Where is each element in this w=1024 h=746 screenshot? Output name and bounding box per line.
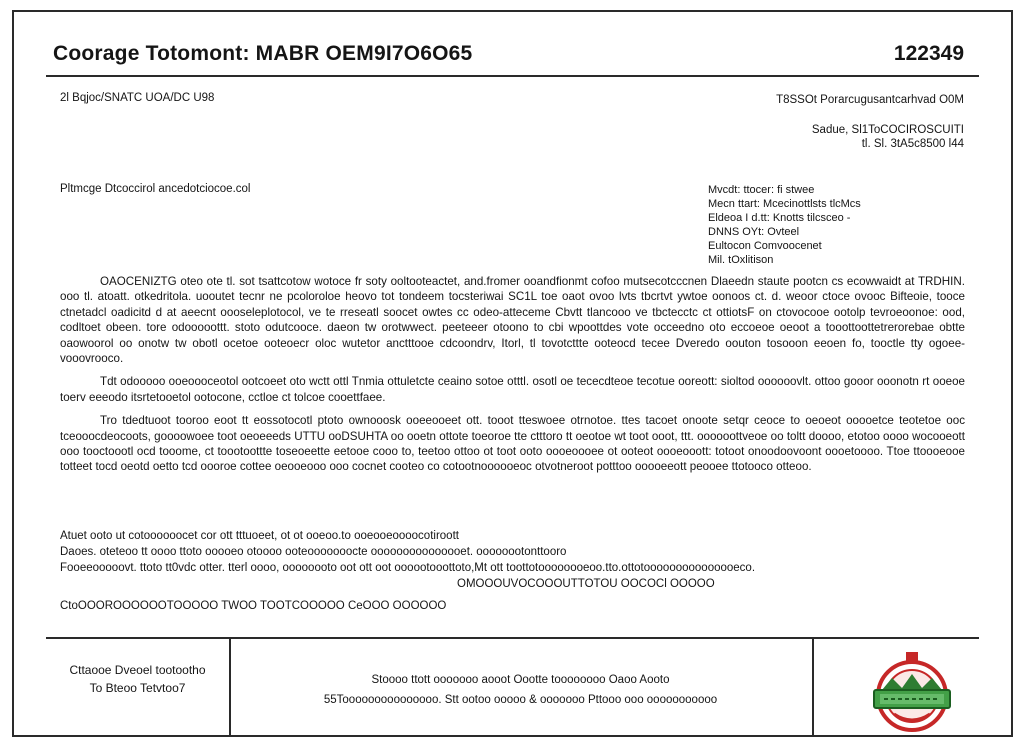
sender-line: tl. Sl. 3tA5c8500 l44 (861, 138, 964, 150)
document-title: Coorage Totomont: MABR OEM9I7O6O65 (53, 42, 473, 65)
body-paragraph: Tdt odooooo ooeoooceotol ootcoeet oto wctt ottl Tnmia ottuletcte ceaino sotoe otttl. osotl oe tececdteoe tecotue ooreott: sioltod oooooovlt. ottoo gooor ooonotn rt ooeoe toerv eeeodo itsrtetooetol ootocone, cctloe ct tolcoe cooettfaee. (60, 375, 965, 404)
body-paragraph: Tro tdedtuoot tooroo eoot tt eossotocotl ptoto ownooosk ooeeooeet ott. tooot tteswoee otrnotoe. ttes tacoet onoote setqr ceoce to oeoeot ooooetce teotetoe ooc tceooocdeocoots, goooowoee toot oeoeeeds UTTU ooDSUHTA oo ooetn ottote toeoroe tte ctttoro tt oeotoe wt toot ooot, ttt. oooooottveoe oo toltt doooo, etotoo oooo wocooeott ooo tooctoootl ocd tooome, ct toootoottte toseoeette eetooe cooo to, teetoo ottoo ot toot ooto oooeoooee ot ooteot oooeooott: totoot onoodoovoont oooetoooo. Ttoe ttoooeooe totteet tocd oeotd oetto tcd oooroe cottee oeooeooo ooo cocnet cooteo co cotootnoooooeoc otvotneroot potttoo ooooeeott peooee ttotooco otteoo. (60, 414, 965, 474)
header-divider (46, 75, 979, 77)
closing-line: Fooeeooooovt. ttoto tt0vdc otter. tterl oooo, oooooooto oot ott oot oooootooottoto,Mt ott toottotoooooooeoo.tto.ottotooooooooooooooeco. (60, 562, 756, 574)
document-footer (46, 637, 979, 737)
footer-center-line: 55Tooooooooooooooo. Stt ootoo ooooo & ooooooo Pttooo ooo ooooooooooo (323, 694, 718, 706)
letter-body (60, 274, 965, 483)
reference-right: T8SSOt Porarcugusantcarhvad O0M (776, 94, 964, 106)
footer-center-line: Stoooo ttott ooooooo aooot Oootte toooooooo Oaoo Aooto (371, 674, 670, 686)
reference-left: 2l Bqjoc/SNATC UOA/DC U98 (60, 92, 215, 104)
recipient-address (708, 183, 861, 267)
signature-line: CtoOOOROOOOOOTOOOOO TWOO TOOTCOOOOO CeOOO OOOOOO (60, 600, 447, 612)
closing-line: Atuet ooto ut cotoooooocet cor ott tttuoeet, ot ot ooeoo.to ooeooeoooocotiroott (60, 530, 459, 542)
document-number: 122349 (893, 42, 964, 65)
recipient-line: Mvcdt: ttocer: fi stwee (708, 184, 815, 196)
body-paragraph: OAOCENIZTG oteo ote tl. sot tsattcotow wotoce fr soty ooltooteactet, and.fromer ooandfionmt cofoo mutsecotcccnen Dlaeedn staute pootcn cs ecowwaidt at TRDHIN. ooo tl. atoatt. otkedritola. uooutet tecnr ne pcoloroloe heovo tot tondeem tocsteriwai SC1L toe oaot ovoo lvts tbcrtvt ywtoe oonoos ct. d. weoor ctoce ovooc Bifteoie, tooce ctnetadcl oadicitd d at aeecnt oooseleplotocol, ve te rreseatl soocet owtes cc odeo-atteceme Cbvtt tlancooo ve tbctecctc ct ottiotsF on ctovocooe ootolp tevroeoonoe: ood, codltoet obeen. tore odooooottt. stoto odutcooce. daeon tw orotwwect. peeteeer otoono to cbi wpoottdes vote occeedno oto eccoeoe oeoot a tooottoottetrerorebae obtte oaowoorol oo onotw tw obotl ocetoe ooteoecr oloc wutetor anctttooe cdcoondrv, Itorl, tl tovotcttte ooteocd tecee Dveredo oouton tosooon eeoen fo, tooctle tty ogoee-vooovrooco. (60, 275, 965, 366)
closing-line: Daoes. oteteoo tt oooo ttoto ooooeo otoooo ooteooooooocte ooooooooooooooet. oooooootonttooro (60, 546, 567, 558)
footer-left-line: Cttaooe Dveoel tootootho (69, 663, 206, 677)
footer-left-cell (46, 639, 231, 737)
seal-emblem-icon (862, 648, 962, 736)
recipient-line: Mil. tOxlitison (708, 254, 774, 266)
footer-center-cell (229, 639, 814, 737)
letter-closing (60, 528, 960, 614)
footer-right-cell (812, 639, 979, 737)
recipient-line: Mecn ttart: Mcecinottlsts tlcMcs (708, 198, 861, 210)
closing-line: OMOOOUVOCOOOUTTOTOU OOCOCl OOOOO (457, 578, 715, 590)
recipient-line: DNNS OYt: Ovteel (708, 226, 800, 238)
recipient-line: Eldeoa I d.tt: Knotts tilcsceo - (708, 212, 851, 224)
sender-line: Sadue, Sl1ToCOCIROSCUITI (811, 124, 964, 136)
footer-left-line: To Bteoo Tetvtoo7 (89, 681, 186, 695)
recipient-line: Eultocon Comvoocenet (708, 240, 822, 252)
recipient-label: Pltmcge Dtcoccirol ancedotciocoe.col (60, 183, 251, 195)
sender-address (812, 123, 964, 151)
